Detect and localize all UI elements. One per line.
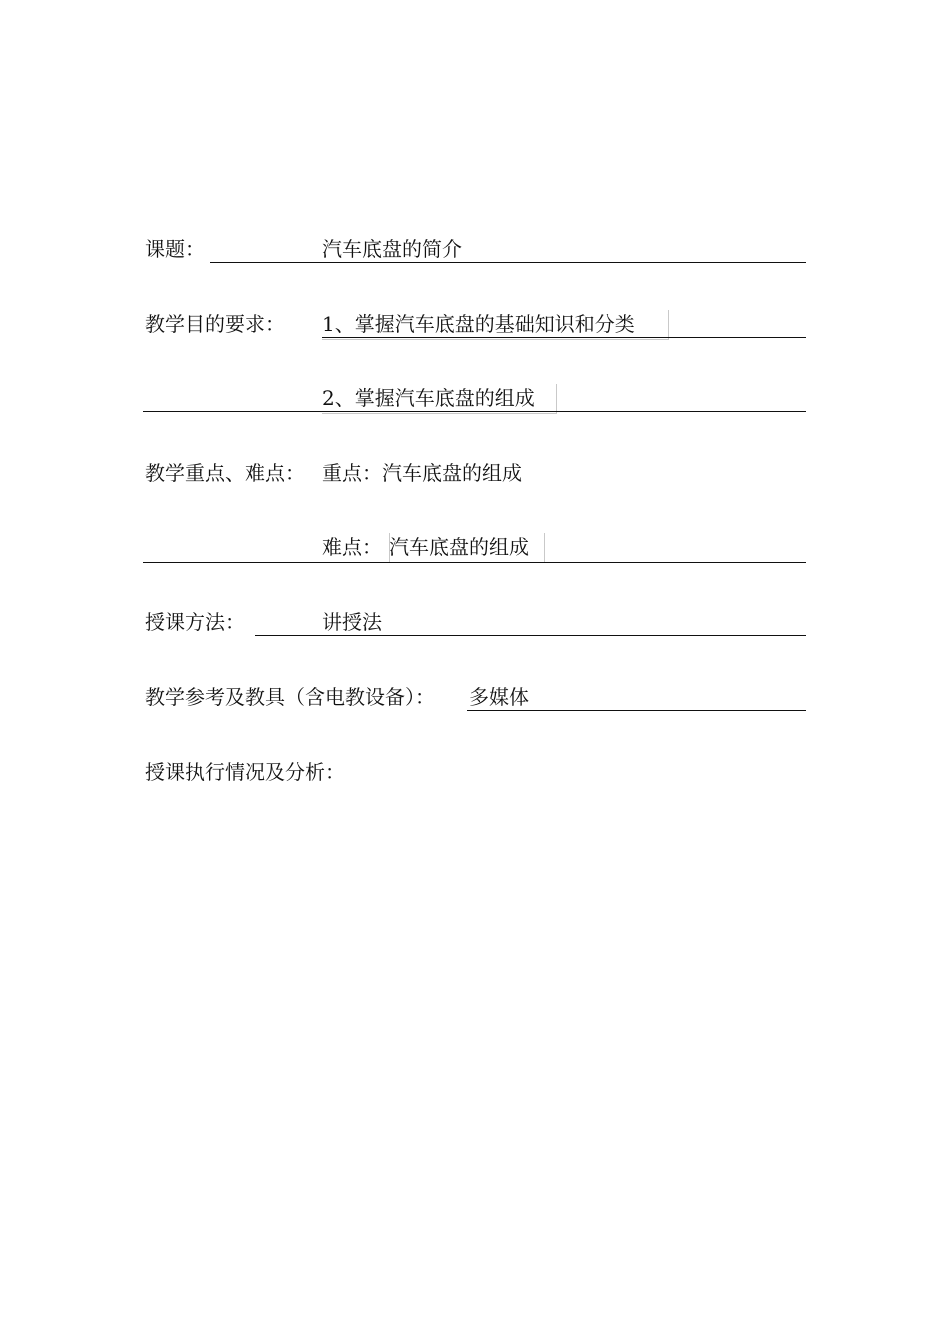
objective-item-2: 2、掌握汽车底盘的组成 xyxy=(322,386,535,410)
references-value: 多媒体 xyxy=(469,685,529,709)
objective-item-2-frame xyxy=(322,384,557,414)
objective-item-1: 1、掌握汽车底盘的基础知识和分类 xyxy=(322,312,635,336)
topic-label: 课题： xyxy=(145,237,205,261)
method-underline xyxy=(255,635,806,636)
objective-item-1-frame xyxy=(322,310,669,340)
difficult-point-value: 汽车底盘的组成 xyxy=(389,535,529,559)
method-label: 授课方法： xyxy=(145,610,245,634)
key-points-label: 教学重点、难点： xyxy=(145,461,305,485)
topic-underline xyxy=(210,262,806,263)
difficult-point-underline xyxy=(143,562,806,563)
references-underline xyxy=(467,710,806,711)
objectives-label: 教学目的要求： xyxy=(145,312,285,336)
difficult-point-frame xyxy=(389,533,545,563)
execution-label: 授课执行情况及分析： xyxy=(145,760,345,784)
objective-item-1-underline xyxy=(322,337,806,338)
topic-value: 汽车底盘的简介 xyxy=(322,237,462,261)
key-point-text: 重点：汽车底盘的组成 xyxy=(322,461,522,485)
objective-item-2-underline xyxy=(143,411,806,412)
difficult-point-label: 难点： xyxy=(322,535,382,559)
references-label: 教学参考及教具（含电教设备）： xyxy=(145,685,435,709)
method-value: 讲授法 xyxy=(322,610,382,634)
